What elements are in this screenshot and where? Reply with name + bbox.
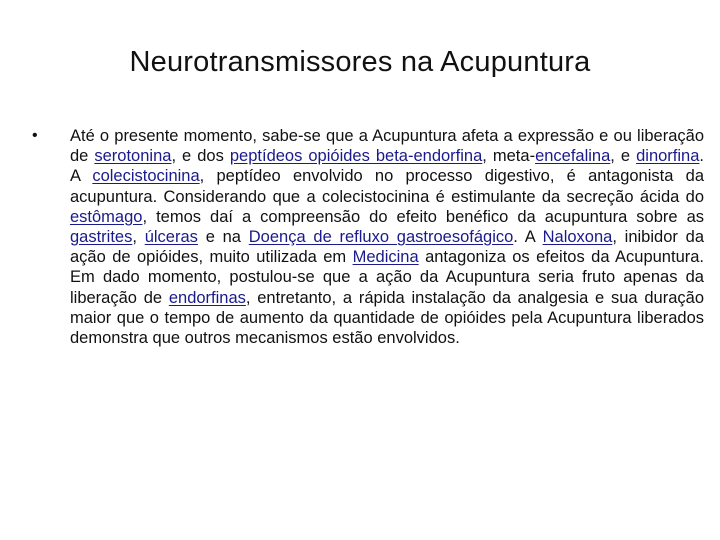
- link-endorfinas[interactable]: endorfinas: [168, 288, 246, 307]
- slide-title: Neurotransmissores na Acupuntura: [129, 46, 591, 78]
- link-colecistocinina[interactable]: colecistocinina: [92, 167, 200, 186]
- paragraph-text: , meta-: [482, 147, 536, 166]
- link-encefalina[interactable]: encefalina: [535, 147, 611, 166]
- link-naloxona[interactable]: Naloxona: [542, 228, 613, 247]
- link-medicina[interactable]: Medicina: [352, 248, 419, 267]
- paragraph-text: , e dos: [171, 147, 230, 166]
- paragraph-text: , temos daí a compreensão do efeito benéfico da acupuntura sobre as: [142, 207, 704, 226]
- paragraph-text: , peptídeo envolvido no processo digestivo, é antagonista da acupuntura. Considerando que a colecistocinina é estimulante da secreção ácida do: [70, 167, 704, 206]
- paragraph-text: Até o presente momento, sabe-se que a Acupuntura afeta a expressão e ou liberação de: [70, 127, 704, 166]
- paragraph-text: e na: [197, 228, 249, 247]
- link-gastrites[interactable]: gastrites: [70, 228, 133, 247]
- bullet-paragraph: [70, 126, 704, 348]
- link-úlceras[interactable]: úlceras: [144, 228, 198, 247]
- paragraph-text: ,: [132, 228, 145, 247]
- link-estômago[interactable]: estômago: [70, 207, 143, 226]
- paragraph-text: . A: [513, 228, 543, 247]
- paragraph-text: , entretanto, a rápida instalação da analgesia e sua duração maior que o tempo de aumento da quantidade de opióides pela Acupuntura liberados demonstra que outros mecanismos estão envolvidos.: [70, 288, 704, 348]
- link-doença-de-refluxo-gastroesofágico[interactable]: Doença de refluxo gastroesofágico: [248, 228, 514, 247]
- bullet-marker: •: [32, 127, 38, 144]
- paragraph-text: antagoniza os efeitos da Acupuntura. Em dado momento, postulou-se que a ação da Acupuntura seria fruto apenas da liberação de: [70, 248, 704, 307]
- link-dinorfina[interactable]: dinorfina: [636, 147, 700, 166]
- link-peptídeos-opióides-beta-endorfina[interactable]: peptídeos opióides beta-endorfina: [229, 147, 483, 166]
- link-serotonina[interactable]: serotonina: [94, 147, 172, 166]
- paragraph-text: . A: [70, 147, 704, 186]
- paragraph-text: , e: [610, 147, 637, 166]
- paragraph-text: , inibidor da ação de opióides, muito utilizada em: [70, 228, 704, 267]
